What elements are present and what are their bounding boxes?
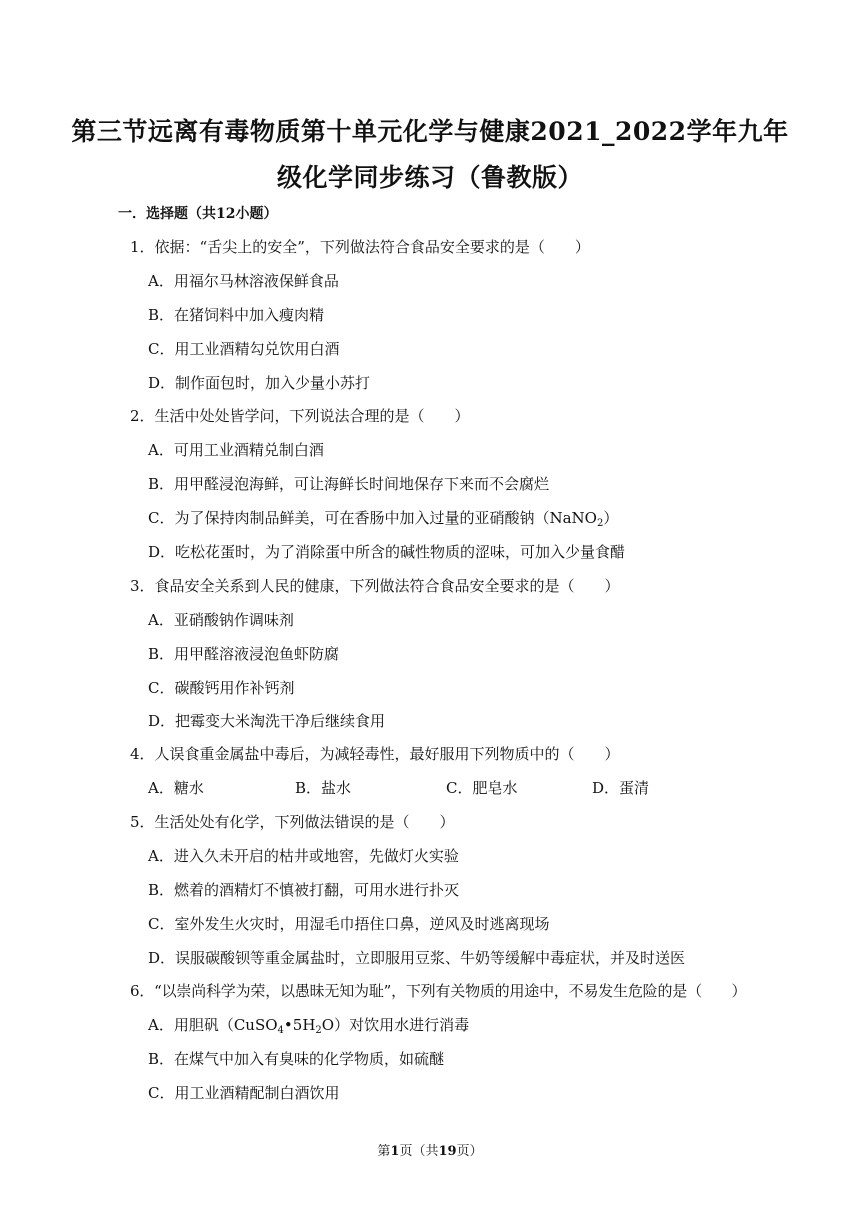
question-6-option-c: C．用工业酒精配制白酒饮用 [148,1084,340,1102]
question-1-option-a: A．用福尔马林溶液保鲜食品 [148,272,339,290]
question-6-option-a: A．用胆矾$(CuSO_4•5H_2O)$对饮用水进行消毒 [148,1016,470,1036]
page-footer: 第1页（共19页） [377,1144,483,1159]
question-5-option-d: D．误服碳酸钡等重金属盐时，立即服用豆浆、牛奶等缓解中毒症状，并及时送医 [148,949,686,967]
question-5-option-a: A．进入久未开启的枯井或地窖，先做灯火实验 [148,847,459,865]
question-5-option-b: B．燃着的酒精灯不慎被打翻，可用水进行扑灭 [148,881,460,899]
question-6-stem: 6．“以崇尚科学为荣，以愚昧无知为耻”，下列有关物质的用途中，不易发生危险的是（ ） [130,982,747,1000]
question-3-stem: 3．食品安全关系到人民的健康，下列做法符合食品安全要求的是（ ） [130,577,620,595]
question-2-option-b: B．用甲醛浸泡海鲜，可让海鲜长时间地保存下来而不会腐烂 [148,475,550,493]
question-1-option-d: D．制作面包时，加入少量小苏打 [148,374,371,392]
question-4-option-a: A．糖水 [148,779,204,797]
question-4-option-c: C．肥皂水 [446,779,518,797]
question-3-option-b: B．用甲醛溶液浸泡鱼虾防腐 [148,645,340,663]
question-6-option-b: B．在煤气中加入有臭味的化学物质，如硫醚 [148,1050,445,1068]
question-4-options [148,777,748,799]
question-3-option-d: D．把霉变大米淘洗干净后继续食用 [148,712,386,730]
question-2-option-d: D．吃松花蛋时，为了消除蛋中所含的碱性物质的涩味，可加入少量食醋 [148,543,626,561]
document-title-line-1: 第三节远离有毒物质第十单元化学与健康2021_2022学年九年 [71,117,789,146]
question-2-stem: 2．生活中处处皆学问，下列说法合理的是（ ） [130,407,470,425]
section-heading: 一．选择题（共12小题） [118,206,278,222]
question-2-option-c: C．为了保持肉制品鲜美，可在香肠中加入过量的亚硝酸钠（NaNO$_2$） [148,509,619,529]
question-3-option-a: A．亚硝酸钠作调味剂 [148,611,294,629]
page-number: 1 [390,1144,400,1159]
question-4-option-b: B．盐水 [295,779,352,797]
question-1-option-b: B．在猪饲料中加入瘦肉精 [148,306,325,324]
document-title-line-2: 级化学同步练习（鲁教版） [276,163,583,192]
question-1-option-c: C．用工业酒精勾兑饮用白酒 [148,340,340,358]
page-total: 19 [438,1144,457,1159]
question-1-stem: 1．依据：“舌尖上的安全”，下列做法符合食品安全要求的是（ ） [130,238,590,256]
question-4-option-d: D．蛋清 [592,779,650,797]
question-5-stem: 5．生活处处有化学，下列做法错误的是（ ） [130,813,455,831]
question-3-option-c: C．碳酸钙用作补钙剂 [148,679,295,697]
question-2-option-a: A．可用工业酒精兑制白酒 [148,441,324,459]
question-5-option-c: C．室外发生火灾时，用湿毛巾捂住口鼻，逆风及时逃离现场 [148,915,550,933]
question-4-stem: 4．人误食重金属盐中毒后，为减轻毒性，最好服用下列物质中的（ ） [130,745,620,763]
